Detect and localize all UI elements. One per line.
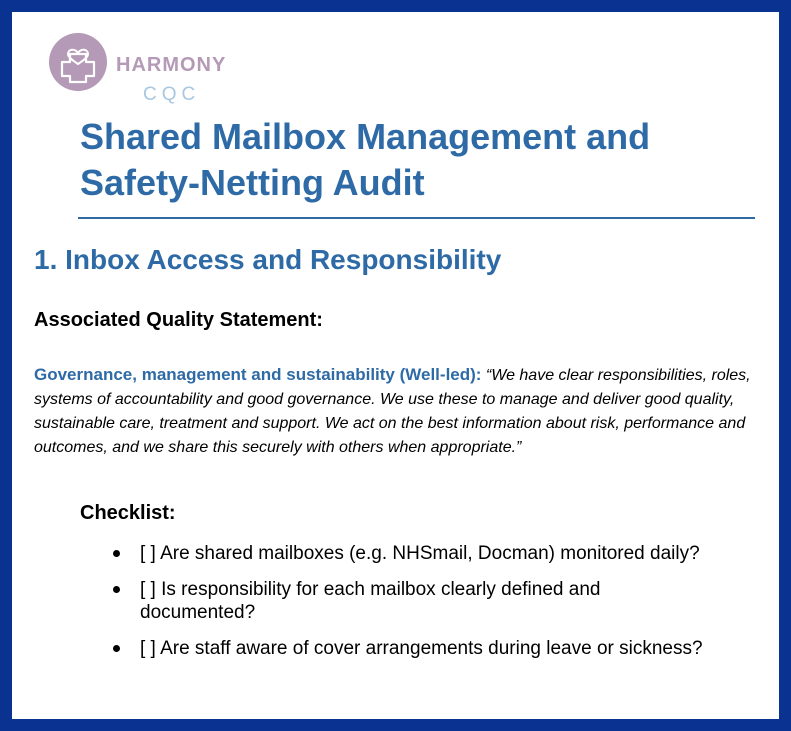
checklist-item: [ ] Are staff aware of cover arrangements during leave or sickness? — [104, 637, 704, 660]
logo-text-cqc: CQC — [143, 84, 201, 105]
checklist-item: [ ] Is responsibility for each mailbox clearly defined and documented? — [104, 578, 704, 624]
title-divider — [78, 217, 755, 219]
quality-statement-lead: Governance, management and sustainability (Well-led): — [34, 365, 482, 384]
checklist — [104, 542, 704, 673]
section-heading: 1. Inbox Access and Responsibility — [34, 244, 502, 275]
quality-statement-quote: “We have clear responsibilities, roles, systems of accountability and good governance. We use these to manage and deliver good quality, sustainable care, treatment and support. We act on the best information about risk, performance and outcomes, and we share this securely with others when appropriate.” — [34, 367, 751, 456]
quality-statement-heading: Associated Quality Statement: — [34, 309, 323, 331]
checklist-item: [ ] Are shared mailboxes (e.g. NHSmail, Docman) monitored daily? — [104, 542, 704, 565]
harmony-cqc-logo — [48, 30, 248, 105]
quality-statement-paragraph — [34, 363, 756, 460]
logo-text-harmony: HARMONY — [116, 54, 227, 76]
document-title: Shared Mailbox Management and Safety-Netting Audit — [80, 116, 651, 203]
document-page — [12, 12, 779, 719]
heart-cross-icon — [48, 32, 108, 92]
checklist-heading: Checklist: — [80, 502, 176, 524]
